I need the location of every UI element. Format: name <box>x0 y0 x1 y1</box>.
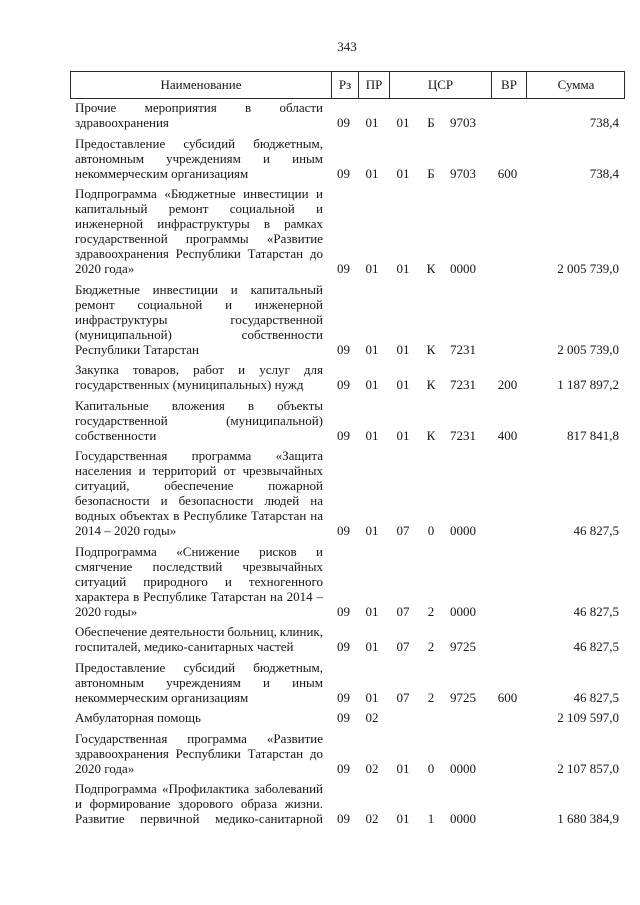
table-row <box>0 362 640 392</box>
row-name-line <box>75 297 323 312</box>
row-name-text: инженерной инфраструктуры в рамках <box>75 216 323 231</box>
header-sum: Сумма <box>526 72 625 98</box>
amount: 46 827,5 <box>573 603 619 619</box>
code-pr: 01 <box>365 261 379 276</box>
amount: 46 827,5 <box>573 689 619 705</box>
code-csr-part2: Б <box>427 115 435 130</box>
table-row <box>0 186 640 276</box>
row-name-text: инфраструктуры государственной <box>75 311 323 327</box>
row-name-line <box>75 574 323 589</box>
row-name-line <box>75 544 323 559</box>
code-csr-part1: 07 <box>396 639 410 654</box>
row-name-text: 2020 годы» <box>75 603 138 619</box>
code-csr-part2: 1 <box>427 811 435 826</box>
row-name-text: государственной (муниципальной) <box>75 412 323 428</box>
row-name-text: водных объектах в Республике Татарстан на <box>75 508 323 523</box>
code-csr-part1: 01 <box>396 760 410 776</box>
row-name-text: и формирование здорового образа жизни. <box>75 796 323 811</box>
table-row <box>0 624 640 654</box>
code-csr-part1: 01 <box>396 341 410 357</box>
row-name <box>75 624 323 654</box>
row-name-line <box>75 261 323 276</box>
row-name-text: 2020 года» <box>75 261 135 276</box>
row-name-line <box>75 327 323 342</box>
row-name <box>75 781 323 826</box>
code-vr: 600 <box>497 689 518 705</box>
code-csr-part1: 01 <box>396 261 410 276</box>
code-csr-part3: 0000 <box>450 261 476 276</box>
code-rz: 09 <box>337 811 350 826</box>
table-row <box>0 710 640 725</box>
row-name-line <box>75 660 323 675</box>
row-name-text: госпиталей, медико-санитарных частей <box>75 639 294 654</box>
row-name-line <box>75 589 323 604</box>
row-name-text: Государственная программа «Защита <box>75 448 323 463</box>
table-row <box>0 660 640 705</box>
row-name-text: капитальный ремонт социальной и <box>75 201 323 216</box>
amount: 2 005 739,0 <box>557 261 619 276</box>
row-name <box>75 136 323 181</box>
code-rz: 09 <box>337 115 350 130</box>
row-name-line <box>75 675 323 690</box>
code-rz: 09 <box>337 377 350 392</box>
row-name-line <box>75 136 323 151</box>
row-name-text: смягчение последствий чрезвычайных <box>75 558 323 574</box>
amount: 2 005 739,0 <box>557 341 619 357</box>
code-pr: 01 <box>365 341 379 357</box>
code-csr-part3: 9703 <box>450 165 476 181</box>
row-name-line <box>75 731 323 746</box>
row-name-line <box>75 796 323 811</box>
amount: 46 827,5 <box>573 639 619 654</box>
row-name-text: здравоохранения Республики Татарстан до <box>75 745 323 761</box>
code-csr-part1: 01 <box>396 811 410 826</box>
amount: 1 187 897,2 <box>557 377 619 392</box>
row-name-line <box>75 231 323 246</box>
table-header <box>70 71 625 99</box>
row-name-text: Прочие мероприятия в области <box>75 100 323 115</box>
row-name-line <box>75 761 323 776</box>
row-name <box>75 544 323 619</box>
row-name-text: Бюджетные инвестиции и капитальный <box>75 281 323 297</box>
code-rz: 09 <box>337 523 350 538</box>
row-name-line <box>75 201 323 216</box>
amount: 46 827,5 <box>573 523 619 538</box>
code-csr-part1: 01 <box>396 165 410 181</box>
row-name-text: Развитие первичной медико-санитарной <box>75 811 323 826</box>
row-name <box>75 660 323 705</box>
table-row <box>0 448 640 538</box>
header-pr: ПР <box>358 72 389 98</box>
code-pr: 01 <box>365 165 379 181</box>
row-name-line <box>75 377 323 392</box>
row-name-line <box>75 448 323 463</box>
row-name-line <box>75 493 323 508</box>
row-name-text: собственности <box>75 427 157 443</box>
code-csr-part1: 01 <box>396 427 410 443</box>
table-row <box>0 136 640 181</box>
code-csr-part2: К <box>426 261 436 276</box>
code-csr-part2: К <box>426 427 436 443</box>
row-name-line <box>75 508 323 523</box>
row-name <box>75 282 323 357</box>
row-name-line <box>75 690 323 705</box>
code-pr: 01 <box>365 603 379 619</box>
row-name-line <box>75 710 323 725</box>
row-name-line <box>75 115 323 130</box>
row-name-text: 2014 – 2020 годы» <box>75 523 177 538</box>
row-name-text: Капитальные вложения в объекты <box>75 397 323 413</box>
code-pr: 01 <box>365 377 379 392</box>
code-csr-part1: 01 <box>396 115 410 130</box>
code-csr-part3: 0000 <box>450 760 476 776</box>
code-pr: 01 <box>365 427 379 443</box>
table-row <box>0 731 640 776</box>
table-row <box>0 100 640 130</box>
header-name: Наименование <box>160 77 242 92</box>
row-name-line <box>75 398 323 413</box>
row-name-line <box>75 604 323 619</box>
row-name-text: Республики Татарстан <box>75 341 199 357</box>
code-csr-part2: 2 <box>427 639 435 654</box>
row-name <box>75 100 323 130</box>
row-name-text: Подпрограмма «Бюджетные инвестиции и <box>75 186 323 201</box>
table-row <box>0 398 640 443</box>
row-name <box>75 710 323 725</box>
code-csr-part2: 2 <box>427 603 435 619</box>
amount: 738,4 <box>589 115 619 130</box>
code-csr-part3: 0000 <box>450 603 476 619</box>
row-name-line <box>75 478 323 493</box>
row-name-text: Закупка товаров, работ и услуг для <box>75 362 323 377</box>
amount: 2 109 597,0 <box>557 710 619 725</box>
code-csr-part2: 0 <box>427 523 435 538</box>
code-csr-part2: 2 <box>427 689 435 705</box>
row-name <box>75 398 323 443</box>
row-name-text: здравоохранения <box>75 115 169 130</box>
row-name-line <box>75 246 323 261</box>
row-name <box>75 186 323 276</box>
table-row <box>0 781 640 826</box>
code-rz: 09 <box>337 261 350 276</box>
row-name-text: Подпрограмма «Профилактика заболеваний <box>75 781 323 796</box>
code-vr: 200 <box>497 377 518 392</box>
code-pr: 02 <box>365 760 379 776</box>
table-row <box>0 544 640 619</box>
page-number: 343 <box>337 39 357 54</box>
row-name-line <box>75 428 323 443</box>
row-name-text: ремонт социальной и инженерной <box>75 296 323 312</box>
amount: 817 841,8 <box>567 427 619 443</box>
header-rz: Рз <box>331 72 358 98</box>
amount: 1 680 384,9 <box>557 811 619 826</box>
code-rz: 09 <box>337 603 350 619</box>
amount: 2 107 857,0 <box>557 760 619 776</box>
row-name-line <box>75 523 323 538</box>
row-name-text: ситуаций природного и техногенного <box>75 573 323 589</box>
row-name-line <box>75 624 323 639</box>
code-csr-part3: 9725 <box>450 639 476 654</box>
code-csr-part2: К <box>426 377 436 392</box>
table-body <box>0 100 640 832</box>
row-name-text: автономным учреждениям и иным <box>75 150 323 166</box>
row-name-text: Предоставление субсидий бюджетным, <box>75 135 323 151</box>
row-name-text: 2020 года» <box>75 760 135 776</box>
row-name-text: некоммерческим организациям <box>75 165 249 181</box>
code-pr: 02 <box>365 710 379 725</box>
code-rz: 09 <box>337 165 350 181</box>
row-name-text: безопасности и безопасности людей на <box>75 493 323 508</box>
row-name-line <box>75 362 323 377</box>
row-name-line <box>75 463 323 478</box>
code-csr-part3: 7231 <box>450 341 476 357</box>
code-rz: 09 <box>337 427 350 443</box>
code-vr: 600 <box>497 165 518 181</box>
row-name-text: здравоохранения Республики Татарстан до <box>75 246 323 261</box>
code-csr-part1: 01 <box>396 377 410 392</box>
code-csr-part3: 7231 <box>450 427 476 443</box>
code-pr: 01 <box>365 689 379 705</box>
table-row <box>0 282 640 357</box>
code-rz: 09 <box>337 689 350 705</box>
row-name-line <box>75 216 323 231</box>
code-pr: 02 <box>365 811 379 826</box>
row-name-text: Обеспечение деятельности больниц, клиник, <box>75 624 323 639</box>
row-name-text: Амбулаторная помощь <box>75 710 201 725</box>
row-name-text: автономным учреждениям и иным <box>75 674 323 690</box>
row-name <box>75 362 323 392</box>
row-name-line <box>75 811 323 826</box>
code-csr-part2: К <box>426 341 436 357</box>
amount: 738,4 <box>589 165 619 181</box>
row-name-text: населения и территорий от чрезвычайных <box>75 463 323 478</box>
code-rz: 09 <box>337 710 350 725</box>
header-vr: ВР <box>491 72 526 98</box>
row-name-line <box>75 639 323 654</box>
row-name-line <box>75 312 323 327</box>
code-csr-part3: 9703 <box>450 115 476 130</box>
row-name <box>75 731 323 776</box>
row-name-text: некоммерческим организациям <box>75 689 249 705</box>
row-name-text: государственных (муниципальных) нужд <box>75 377 304 392</box>
row-name-line <box>75 781 323 796</box>
code-rz: 09 <box>337 341 350 357</box>
row-name-line <box>75 186 323 201</box>
row-name-text: Предоставление субсидий бюджетным, <box>75 659 323 675</box>
row-name-line <box>75 746 323 761</box>
row-name-line <box>75 151 323 166</box>
code-pr: 01 <box>365 639 379 654</box>
row-name-text: (муниципальной) собственности <box>75 326 323 342</box>
code-csr-part2: 0 <box>427 760 435 776</box>
row-name-line <box>75 342 323 357</box>
code-pr: 01 <box>365 523 379 538</box>
row-name <box>75 448 323 538</box>
row-name-line <box>75 413 323 428</box>
code-csr-part1: 07 <box>396 603 410 619</box>
code-pr: 01 <box>365 115 379 130</box>
code-vr: 400 <box>497 427 518 443</box>
row-name-text: Государственная программа «Развитие <box>75 730 323 746</box>
code-rz: 09 <box>337 760 350 776</box>
row-name-text: Подпрограмма «Снижение рисков и <box>75 543 323 559</box>
row-name-text: характера в Республике Татарстан на 2014 – <box>75 588 323 604</box>
code-csr-part1: 07 <box>396 689 410 705</box>
code-rz: 09 <box>337 639 350 654</box>
code-csr-part2: Б <box>427 165 435 181</box>
header-csr: ЦСР <box>389 72 491 98</box>
code-csr-part3: 0000 <box>450 523 476 538</box>
row-name-line <box>75 100 323 115</box>
row-name-line <box>75 559 323 574</box>
code-csr-part3: 0000 <box>450 811 476 826</box>
row-name-text: государственной программы «Развитие <box>75 231 323 246</box>
row-name-text: ситуаций, обеспечение пожарной <box>75 478 323 493</box>
row-name-line <box>75 166 323 181</box>
code-csr-part3: 7231 <box>450 377 476 392</box>
row-name-line <box>75 282 323 297</box>
code-csr-part3: 9725 <box>450 689 476 705</box>
code-csr-part1: 07 <box>396 523 410 538</box>
